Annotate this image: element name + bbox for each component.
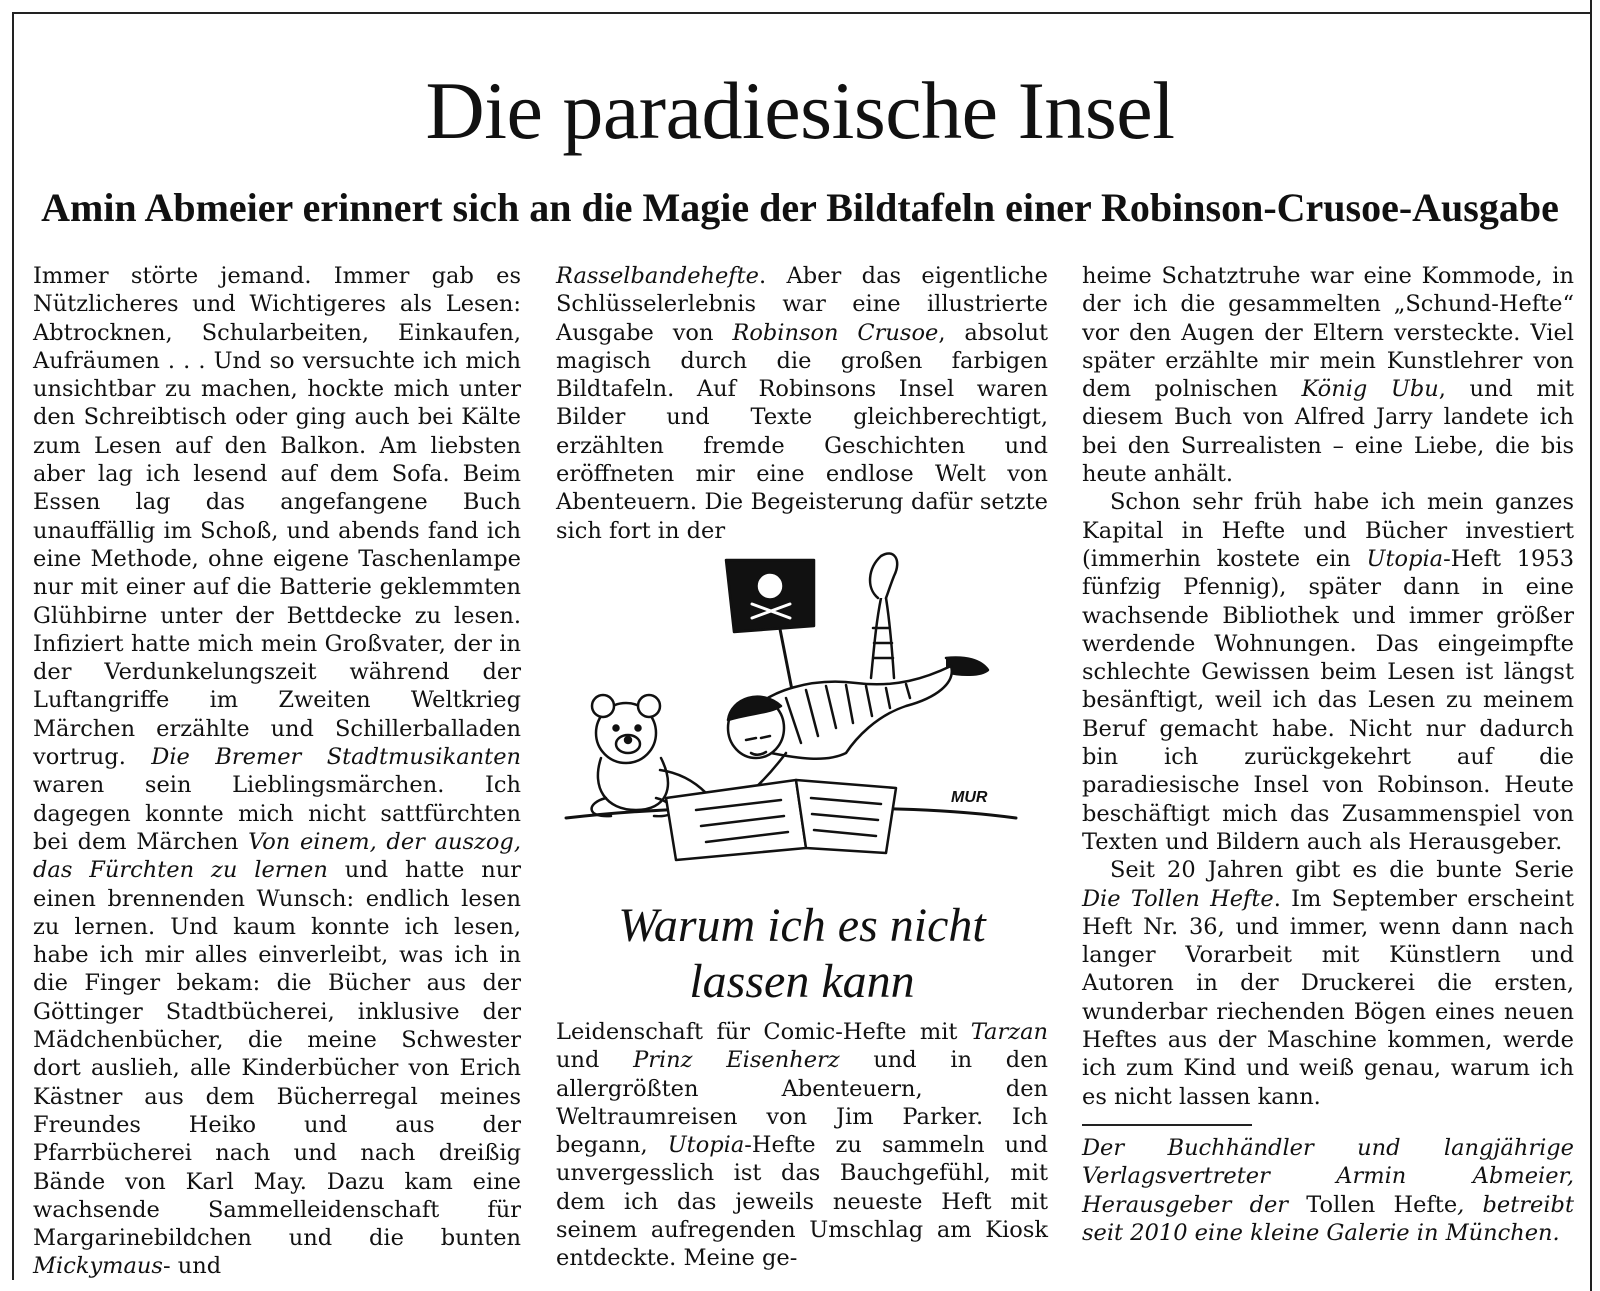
boy-reading-illustration bbox=[556, 548, 1046, 878]
article-column-2-top bbox=[556, 262, 1048, 545]
article-column-1 bbox=[33, 262, 521, 1281]
column-3-paragraph-1: heime Schatztruhe war eine Kommode, in der ich die gesammelten „Schund-Hefte“ vor den Augen der Eltern versteckte. Viel später erzählte mir mein Kunstlehrer von dem polnischen König Ubu, und mit diesem Buch von Alfred Jarry landete ich bei den Surrealisten – eine Liebe, die bis heute anhält. bbox=[1082, 263, 1574, 488]
headline: Die paradiesische Insel bbox=[425, 65, 1175, 156]
article-column-3 bbox=[1082, 262, 1574, 1111]
pirate-flag-drawing bbox=[726, 560, 814, 690]
illustrator-signature: MUR bbox=[951, 789, 988, 806]
column-2-bottom-paragraph: Leidenschaft für Comic-Hefte mit Tarzan und Prinz Eisenherz und in den allergrößten Abenteuern, den Weltraumreisen von Jim Parker. Ich begann, Utopia-Hefte zu sammeln und unvergesslich ist das Bauchgefühl, mit dem ich das jeweils neueste Heft mit seinem aufregenden Umschlag am Kiosk entdeckte. Meine ge- bbox=[556, 1019, 1049, 1272]
legs-drawing bbox=[870, 553, 988, 678]
open-book-drawing bbox=[666, 780, 896, 860]
article-column-2-bottom bbox=[556, 1018, 1048, 1273]
column-2-top-paragraph: Rasselbandehefte. Aber das eigentliche Schlüsselerlebnis war eine illustrierte Ausgabe von Robinson Crusoe, absolut magisch durch die großen farbigen Bildtafeln. Auf Robinsons Insel waren Bilder und Texte gleichberechtigt, erzählten fremde Geschichten und eröffneten mir eine endlose Welt von Abenteuern. Die Begeisterung dafür setzte sich fort in der bbox=[556, 263, 1049, 544]
author-bio: Der Buchhändler und langjährige Verlagsvertreter Armin Abmeier, Herausgeber der Tollen Hefte, betreibt seit 2010 eine kleine Galerie in München. bbox=[1082, 1135, 1574, 1246]
bio-divider bbox=[1082, 1124, 1252, 1126]
subheadline: Amin Abmeier erinnert sich an die Magie der Bildtafeln einer Robinson-Crusoe-Ausgabe bbox=[41, 185, 1559, 230]
callout-title: Warum ich es nicht lassen kann bbox=[618, 899, 986, 1008]
frame-top-rule bbox=[12, 12, 1592, 14]
column-1-paragraph: Immer störte jemand. Immer gab es Nützlicheres und Wichtigeres als Lesen: Abtrocknen, Schularbeiten, Einkaufen, Aufräumen . . . Und so versuchte ich mich unsichtbar zu machen, hockte mich unter den Schreibtisch oder ging auch bei Kälte zum Lesen auf den Balkon. Am liebsten aber lag ich lesend auf dem Sofa. Beim Essen lag das angefangene Buch unauffällig im Schoß, und abends fand ich eine Methode, ohne eigene Taschenlampe nur mit einer auf die Batterie geklemmten Glühbirne unter der Bettdecke zu lesen. Infiziert hatte mich mein Großvater, der in der Verdunkelungszeit während der Luftangriffe im Zweiten Weltkrieg Märchen erzählte und Schillerballaden vortrug. Die Bremer Stadtmusikanten waren sein Lieblingsmärchen. Ich dagegen konnte mich nicht sattfürchten bei dem Märchen Von einem, der auszog, das Fürchten zu lernen und hatte nur einen brennenden Wunsch: endlich lesen zu lernen. Und kaum konnte ich lesen, habe ich mir alles einverleibt, was ich in die Finger bekam: die Bücher aus der Göttinger Stadtbücherei, inklusive der Mädchenbücher, die meine Schwester dort auslieh, alle Kinderbücher von Erich Kästner aus dem Bücherregal meines Freundes Heiko und aus der Pfarrbücherei nach und nach dreißig Bände von Karl May. Dazu kam eine wachsende Sammelleidenschaft für Margarinebildchen und die bunten Mickymaus- und bbox=[33, 263, 522, 1280]
column-3-paragraph-3: Seit 20 Jahren gibt es die bunte Serie Die Tollen Hefte. Im September erscheint Heft Nr. 36, und immer, wenn dann nach langer Vorarbeit mit Künstlern und Autoren in der Druckerei die ersten, wunderbar riechenden Bögen eines neuen Heftes aus der Maschine kommen, werde ich zum Kind und weiß genau, warum ich es nicht lassen kann. bbox=[1082, 857, 1574, 1110]
column-3-paragraph-2: Schon sehr früh habe ich mein ganzes Kapital in Hefte und Bücher investiert (immerhin kostete ein Utopia-Heft 1953 fünfzig Pfennig), später dann in eine wachsende Bibliothek und immer größer werdende Wohnungen. Das eingeimpfte schlechte Gewissen beim Lesen ist längst besänftigt, weil ich das Lesen zu meinem Beruf gemacht habe. Nicht nur dadurch bin ich zurückgekehrt auf die paradiesische Insel von Robinson. Heute beschäftigt mich das Zusammenspiel von Texten und Bildern auch als Herausgeber. bbox=[1082, 489, 1575, 855]
